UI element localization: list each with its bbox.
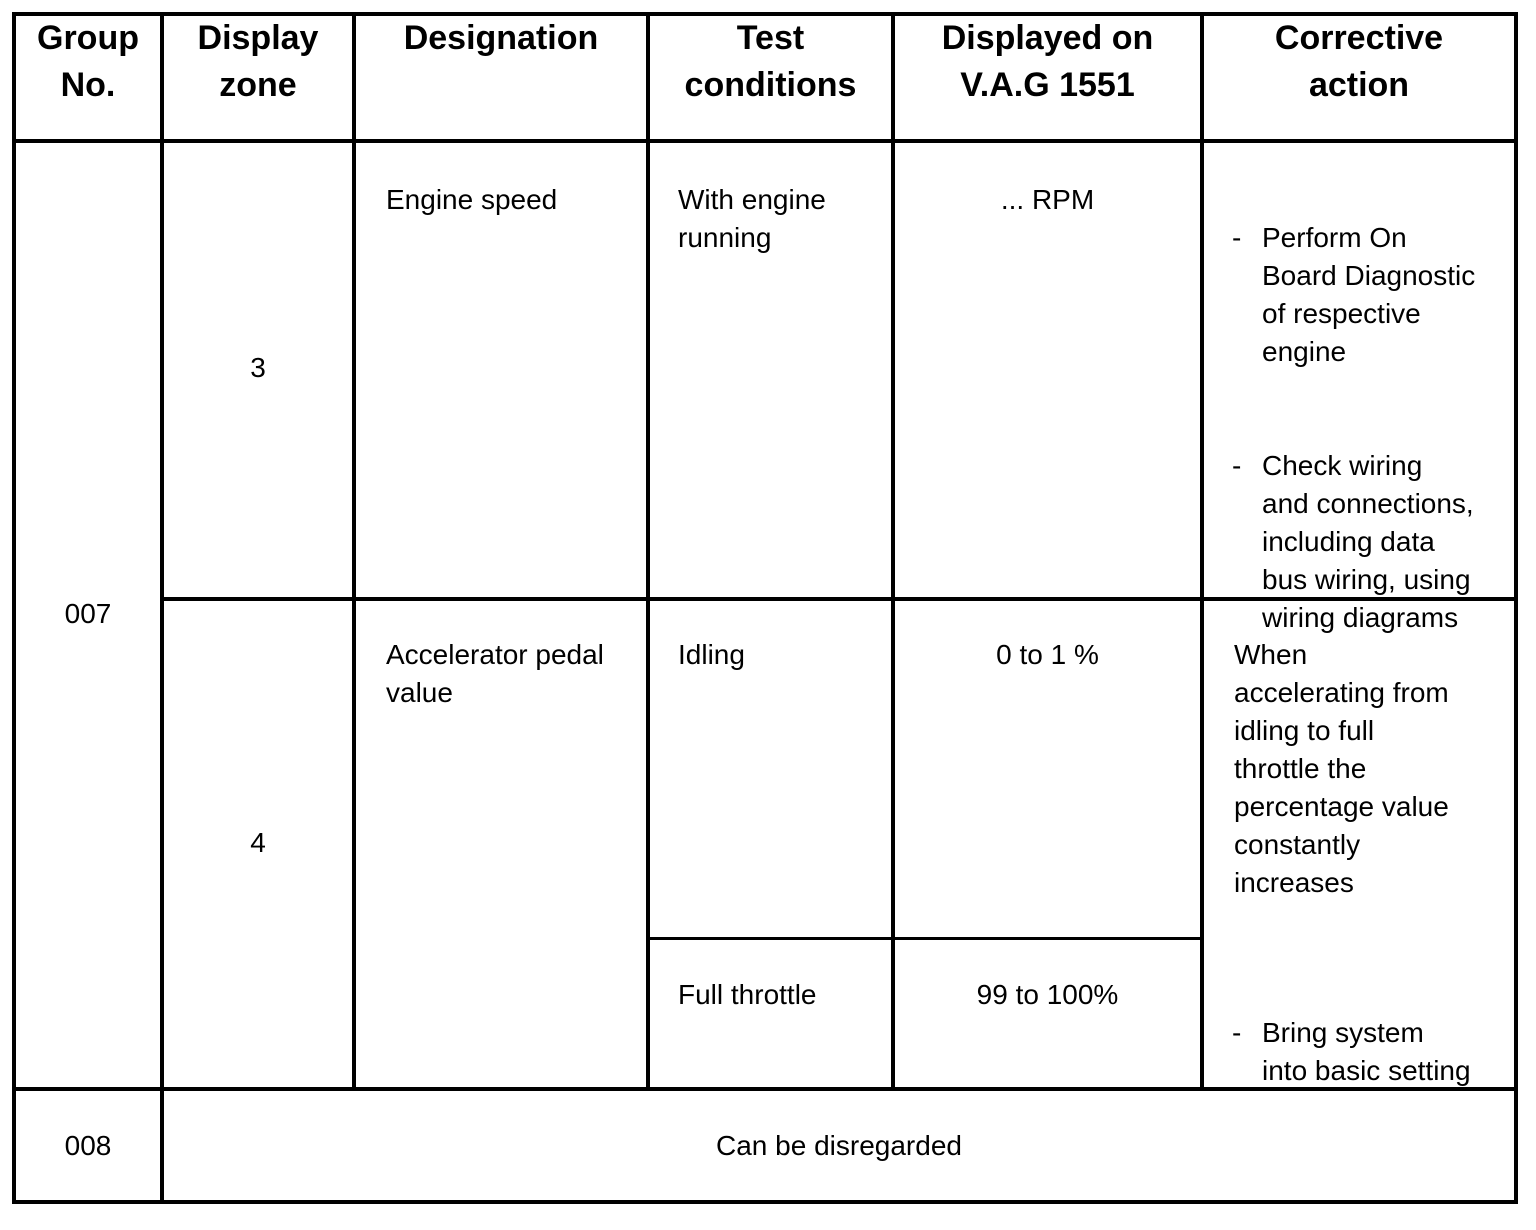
corrective-action-text: Bring system into basic setting [1262,1017,1471,1086]
corrective-action-item [1232,1014,1518,1090]
test-conditions-full-throttle: Full throttle [678,979,817,1010]
group-number-008: 008 [64,1130,112,1161]
corrective-action-item [1232,219,1518,371]
displayed-rpm: ... RPM [1000,184,1095,215]
corrective-action-list-zone3 [1232,181,1518,675]
display-zone-4: 4 [250,827,266,858]
displayed-idling-value: 0 to 1 % [996,639,1099,670]
bullet-dash: - [1232,222,1242,253]
col-rule-5 [1200,12,1204,1089]
header-display-zone: Display zone [197,19,319,104]
group-number-007: 007 [64,598,112,629]
col-rule-4 [891,12,895,1089]
col-rule-2 [352,12,356,1089]
col-rule-3 [646,12,650,1089]
header-group-no: Group No. [37,19,139,104]
designation-accelerator-pedal: Accelerator pedal value [386,639,604,708]
diagnostic-table [12,12,1518,1204]
test-conditions-engine-running: With engine running [678,184,826,253]
corrective-action-text: Check wiring and connections, including data bus wiring, using wiring diagrams [1262,450,1474,633]
test-conditions-idling: Idling [678,639,745,670]
bullet-dash: - [1232,450,1242,481]
corrective-action-idling: When accelerating from idling to full throttle the percentage value constantly increases [1234,639,1449,898]
corrective-action-item [1232,447,1518,637]
header-displayed-on: Displayed on V.A.G 1551 [941,19,1154,104]
header-rule [12,139,1518,143]
corrective-action-full-throttle [1232,976,1518,1128]
displayed-full-throttle-value: 99 to 100% [976,979,1119,1010]
header-corrective-action: Corrective action [1274,19,1444,104]
display-zone-3: 3 [250,352,266,383]
bullet-dash: - [1232,1017,1242,1048]
table-border-bottom [12,1200,1518,1204]
corrective-action-text: Perform On Board Diagnostic of respective engine [1262,222,1476,367]
designation-engine-speed: Engine speed [386,184,558,215]
header-test-conditions: Test conditions [684,19,857,104]
header-designation: Designation [403,19,599,57]
col-rule-1 [160,12,164,1204]
idling-full-throttle-rule [648,937,1202,940]
group-008-note: Can be disregarded [716,1130,962,1161]
